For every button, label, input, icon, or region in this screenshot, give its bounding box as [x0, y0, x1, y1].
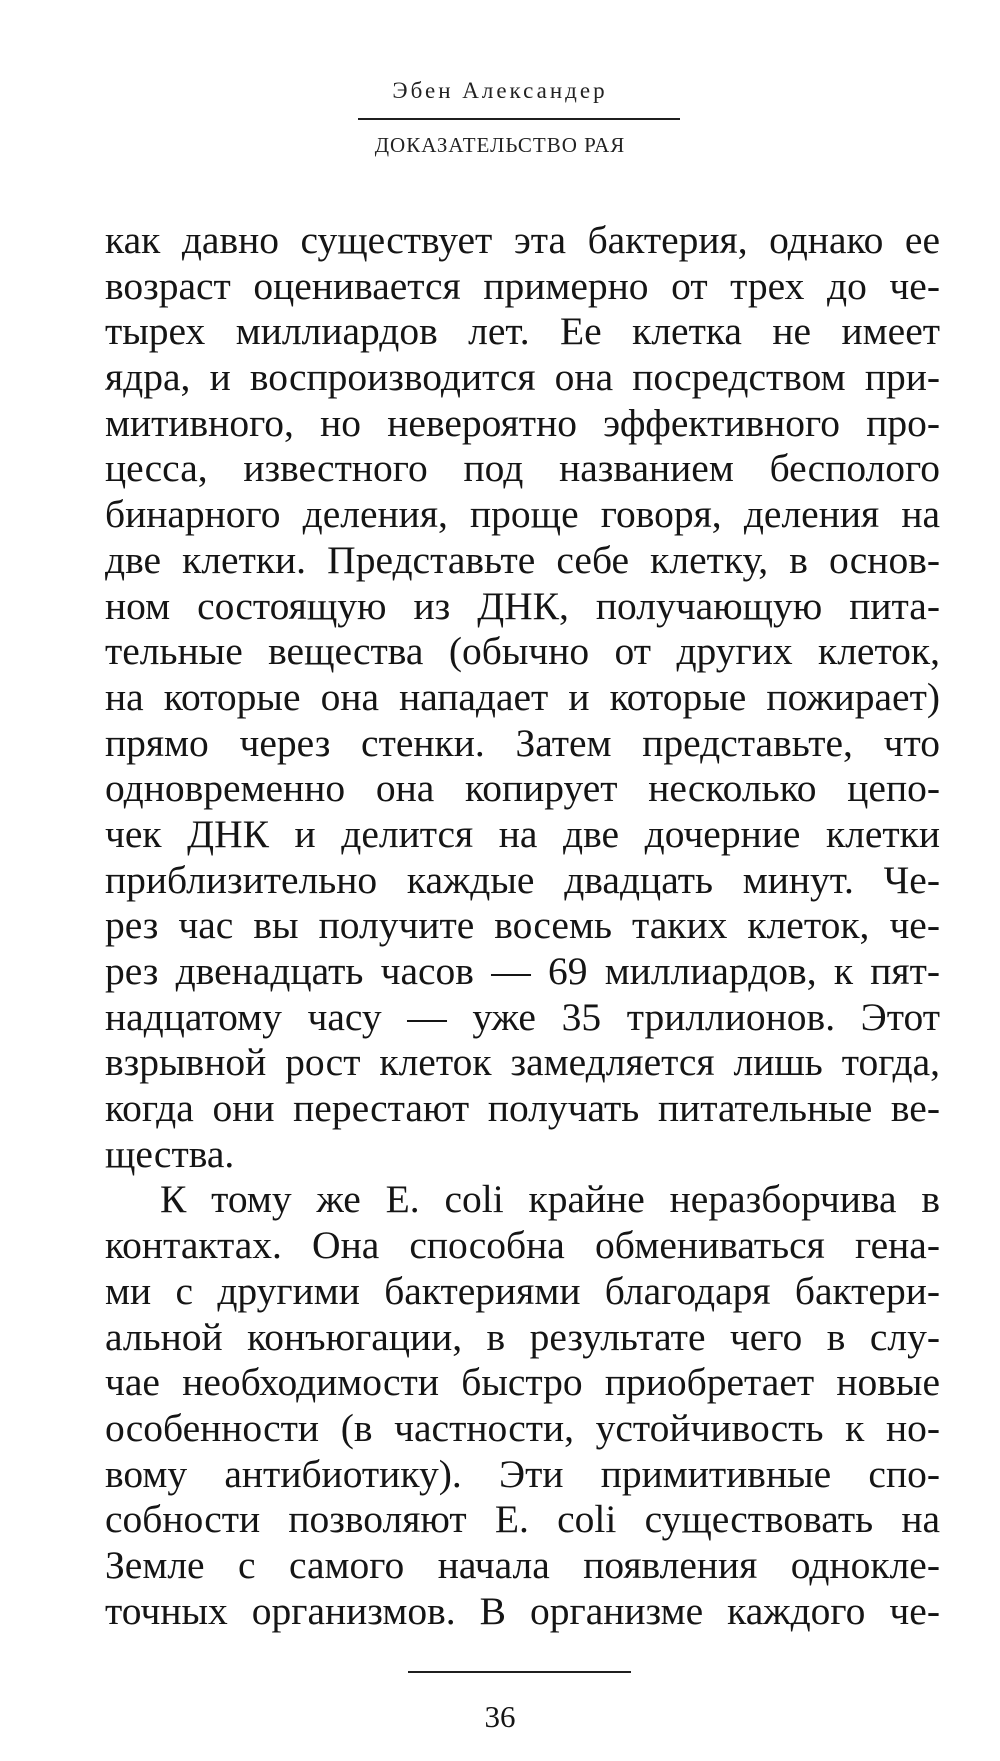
text-line: одновременно она копирует несколько цепо- — [105, 766, 940, 811]
text-line: когда они перестают получать питательные ве- — [105, 1086, 940, 1131]
running-header-title: ДОКАЗАТЕЛЬСТВО РАЯ — [374, 133, 626, 157]
text-line: контактах. Она способна обмениваться гена- — [105, 1223, 940, 1268]
text-line: Земле с самого начала появления однокле- — [105, 1542, 940, 1587]
text-line: возраст оценивается примерно от трех до че- — [105, 263, 940, 308]
text-line: чек ДНК и делится на две дочерние клетки — [105, 811, 940, 856]
text-line: взрывной рост клеток замедляется лишь тогда, — [105, 1040, 940, 1085]
text-line: точных организмов. В организме каждого че- — [105, 1588, 940, 1633]
header-divider — [358, 118, 680, 120]
paragraph-first-line: К тому же E. coli крайне неразборчива в — [160, 1177, 940, 1222]
paragraph-end-line: щества. — [105, 1131, 235, 1176]
text-line: тельные вещества (обычно от других клеток, — [105, 629, 940, 674]
text-line: вому антибиотику). Эти примитивные спо- — [105, 1451, 940, 1496]
text-line: на которые она нападает и которые пожирает) — [105, 674, 940, 719]
text-line: альной конъюгации, в результате чего в слу- — [105, 1314, 940, 1359]
text-line: ядра, и воспроизводится она посредством при- — [105, 355, 940, 400]
text-line: собности позволяют E. coli существовать на — [105, 1497, 940, 1542]
text-line: рез двенадцать часов — 69 миллиардов, к пят- — [105, 949, 940, 993]
text-line: рез час вы получите восемь таких клеток, че- — [105, 903, 940, 948]
page-number: 36 — [484, 1699, 516, 1734]
text-line: чае необходимости быстро приобретает новые — [105, 1360, 940, 1405]
text-line: цесса, известного под названием бесполого — [105, 446, 940, 491]
text-line: ми с другими бактериями благодаря бактери- — [105, 1268, 940, 1313]
text-line: митивного, но невероятно эффективного про- — [105, 400, 940, 445]
running-header-author: Эбен Александер — [392, 78, 608, 103]
text-line: особенности (в частности, устойчивость к но- — [105, 1405, 940, 1450]
text-line: надцатому часу — уже 35 триллионов. Этот — [105, 994, 940, 1039]
text-line: две клетки. Представьте себе клетку, в основ- — [105, 537, 940, 582]
text-line: прямо через стенки. Затем представьте, что — [105, 720, 940, 765]
text-line: ном состоящую из ДНК, получающую пита- — [105, 583, 940, 628]
text-line: тырех миллиардов лет. Ее клетка не имеет — [105, 309, 940, 354]
text-line: приблизительно каждые двадцать минут. Че- — [105, 857, 940, 902]
text-line: бинарного деления, проще говоря, деления на — [105, 492, 940, 537]
body-text — [105, 218, 940, 1634]
text-line: как давно существует эта бактерия, однако ее — [105, 218, 940, 262]
footer-divider — [408, 1671, 631, 1673]
